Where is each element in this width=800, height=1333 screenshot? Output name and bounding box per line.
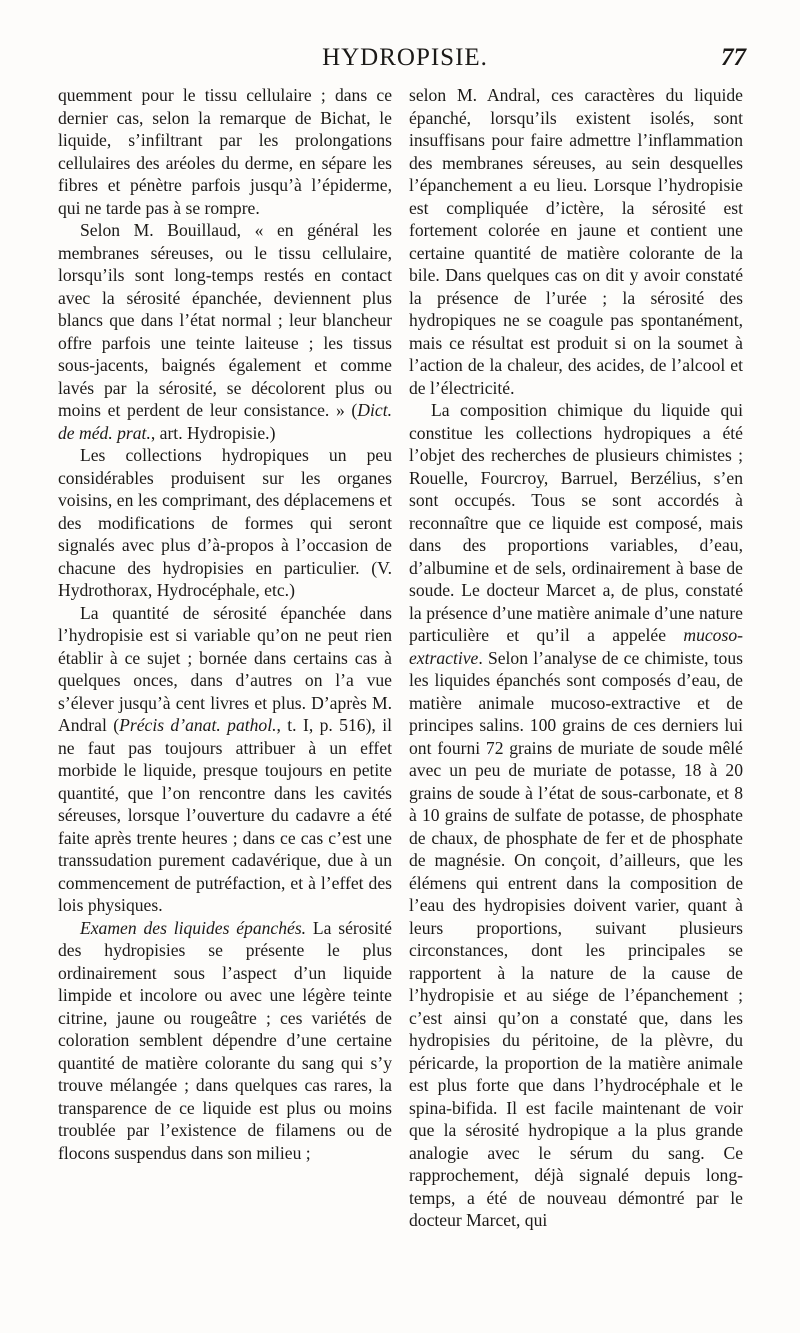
paragraph-text: La quantité de sérosité épanchée dans l’hydropisie est si variable qu’on ne peut rien établir à ce sujet ; bornée dans certains cas à quelques onces, dans d’autres on l’a vue s’élever jusqu’à cent livres et plus. D’après M. Andral ( [58,602,392,735]
term: mucoso-extractive [409,625,743,668]
paragraph-text: selon M. Andral, ces caractères du liquide épanché, lorsqu’ils existent isolés, sont insuffisans pour faire admettre l’inflammation des membranes séreuses, au sein desquelles l’épanchement a eu lieu. Lorsque l’hydropisie est compliquée d’ictère, la sérosité est fortement colorée en jaune et contient une certaine quantité de matière colorante de la bile. Dans quelques cas on dit y avoir constaté la présence de l’urée ; la sérosité des hydropiques ne se coagule pas spontanément, mais ce résultat est produit si on la soumet à l’action de la chaleur, des acides, de l’alcool et de l’électricité. [409,85,743,398]
paragraph [58,84,392,219]
paragraph-text: Selon M. Bouillaud, « en général les membranes séreuses, ou le tissu cellulaire, lorsqu’ils sont long-temps restés en contact avec la sérosité épanchée, deviennent plus blancs que dans l’état normal ; leur blancheur offre parfois une teinte laiteuse ; les tissus sous-jacents, baignés également et comme lavés par la sérosité, se décolorent plus ou moins et perdent de leur consistance. » ( [58,220,392,420]
running-head: HYDROPISIE. [322,44,488,71]
paragraph-text: La composition chimique du liquide qui constitue les collections hydropiques a été l’objet des recherches de plusieurs chimistes ; Rouelle, Fourcroy, Barruel, Berzélius, s’en sont occupés. Tous se sont accordés à reconnaître que ce liquide est composé, mais dans des proportions variables, d’eau, d’albumine et de sels, ordinairement à base de soude. Le docteur Marcet a, de plus, constaté la présence d’une matière animale d’une nature particulière et qu’il a appelée [409,400,743,645]
paragraph-text: quemment pour le tissu cellulaire ; dans ce dernier cas, selon la remarque de Bichat, le liquide, s’infiltrant par les prolongations cellulaires des aréoles du derme, en sépare les fibres et pénètre parfois jusqu’à l’épiderme, qui ne tarde pas à se rompre. [58,85,392,218]
paragraph [58,219,392,444]
left-column [58,84,392,1164]
paragraph [58,444,392,602]
reference: Dict. de méd. prat. [58,400,392,443]
section-title: Examen des liquides épanchés. [80,917,307,938]
page-number: 77 [721,44,746,71]
right-column [409,84,743,1232]
paragraph [409,84,743,399]
paragraph [409,399,743,1232]
paragraph-text: La sérosité des hydropisies se présente le plus ordinairement sous l’aspect d’un liquide limpide et incolore ou avec une légère teinte citrine, jaune ou rougeâtre ; ces variétés de coloration semblent dépendre d’une certaine quantité de matière colorante du sang qui s’y trouve mélangée ; dans quelques cas rares, la transparence de ce liquide est plus ou moins troublée par l’existence de filamens ou de flocons suspendus dans son milieu ; [58,917,392,1163]
paragraph [58,917,392,1165]
paragraph-text: . Selon l’analyse de ce chimiste, tous les liquides épanchés sont composés d’eau, de matière animale mucoso-extractive et de principes salins. 100 grains de ces derniers lui ont fourni 72 grains de muriate de soude mêlé avec un peu de muriate de potasse, 18 à 20 grains de soude à l’état de sous-carbonate, et 8 à 10 grains de sulfate de potasse, de phosphate de chaux, de phosphate de fer et de phosphate de magnésie. On conçoit, d’ailleurs, que les élémens qui entrent dans la composition de l’eau des hydropisies doivent varier, quant à leurs proportions, suivant plusieurs circonstances, dont les principales se rapportent à la nature de la cause de l’hydropisie et au siége de l’épanchement ; c’est ainsi qu’on a constaté que, dans les hydropisies du péritoine, de la plèvre, du péricarde, la proportion de la matière animale est plus forte que dans l’hydrocéphale et le spina-bifida. Il est facile maintenant de voir que la sérosité hydropique a la plus grande analogie avec le sérum du sang. Ce rapprochement, déjà signalé depuis long-temps, a été de nouveau démontré par le docteur Marcet, qui [409,647,743,1230]
paragraph-text: , art. Hydropisie.) [150,422,276,443]
paragraph-text: , t. I, p. 516), il ne faut pas toujours attribuer à un effet morbide le liquide, presque toujours en petite quantité, que l’on rencontre dans les cavités séreuses, lorsque l’ouverture du cadavre a été faite après trente heures ; dans ce cas c’est une transsudation purement cadavérique, due à un commencement de putréfaction, et à l’effet des lois physiques. [58,715,392,915]
reference: Précis d’anat. pathol. [119,715,277,735]
page-header [60,44,750,80]
paragraph-text: Les collections hydropiques un peu considérables produisent sur les organes voisins, en les comprimant, des déplacemens et des modifications de formes qui seront signalés avec plus d’à-propos à l’occasion de chacune des hydropisies en particulier. (V. Hydrothorax, Hydrocéphale, etc.) [58,445,392,600]
paragraph [58,602,392,917]
